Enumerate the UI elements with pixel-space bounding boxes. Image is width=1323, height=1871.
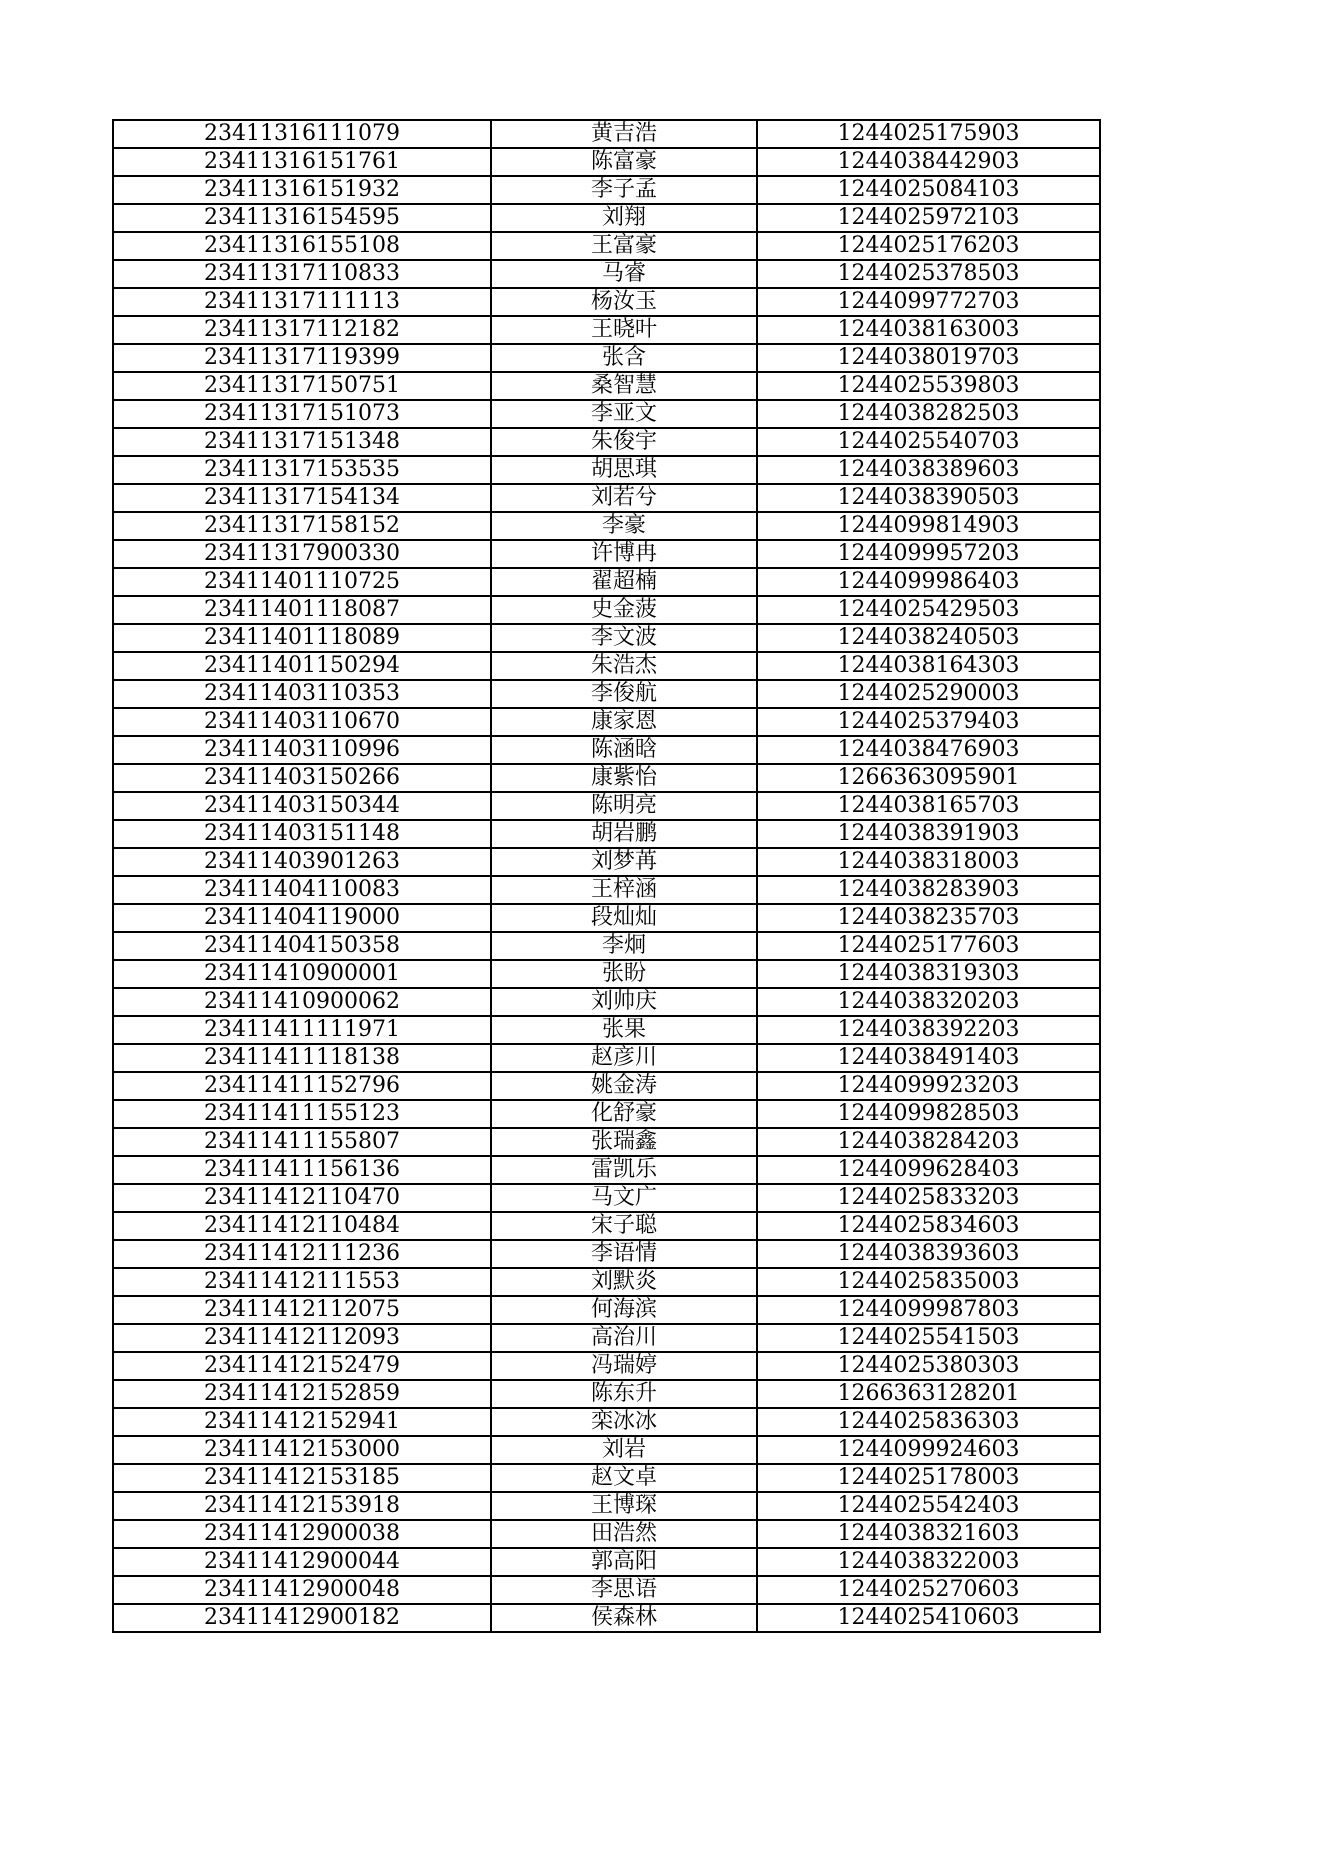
table-row — [113, 1268, 1100, 1296]
exam-number-cell: 23411411155123 — [113, 1100, 491, 1128]
certificate-number-cell: 1244038392203 — [757, 1016, 1100, 1044]
name-cell: 王梓涵 — [491, 876, 757, 904]
exam-number-cell: 23411403151148 — [113, 820, 491, 848]
exam-number-cell: 23411317119399 — [113, 344, 491, 372]
exam-number-cell: 23411403110353 — [113, 680, 491, 708]
certificate-number-cell: 1244038240503 — [757, 624, 1100, 652]
exam-number-cell: 23411317158152 — [113, 512, 491, 540]
name-cell: 李思语 — [491, 1576, 757, 1604]
exam-number-cell: 23411317150751 — [113, 372, 491, 400]
name-cell: 侯森林 — [491, 1604, 757, 1632]
exam-number-cell: 23411317153535 — [113, 456, 491, 484]
certificate-number-cell: 1244038235703 — [757, 904, 1100, 932]
exam-number-cell: 23411401118087 — [113, 596, 491, 624]
table-row — [113, 1576, 1100, 1604]
exam-number-cell: 23411401150294 — [113, 652, 491, 680]
exam-number-cell: 23411412152859 — [113, 1380, 491, 1408]
certificate-number-cell: 1244038322003 — [757, 1548, 1100, 1576]
certificate-number-cell: 1244038393603 — [757, 1240, 1100, 1268]
table-row — [113, 988, 1100, 1016]
certificate-number-cell: 1244025176203 — [757, 232, 1100, 260]
certificate-number-cell: 1244038284203 — [757, 1128, 1100, 1156]
certificate-number-cell: 1244099924603 — [757, 1436, 1100, 1464]
table-row — [113, 820, 1100, 848]
table-row — [113, 1604, 1100, 1632]
name-cell: 刘梦苒 — [491, 848, 757, 876]
certificate-number-cell: 1244025972103 — [757, 204, 1100, 232]
name-cell: 康家恩 — [491, 708, 757, 736]
name-cell: 桑智慧 — [491, 372, 757, 400]
table-row — [113, 1240, 1100, 1268]
table-row — [113, 316, 1100, 344]
certificate-number-cell: 1244038442903 — [757, 148, 1100, 176]
certificate-number-cell: 1244025410603 — [757, 1604, 1100, 1632]
certificate-number-cell: 1244099986403 — [757, 568, 1100, 596]
exam-number-cell: 23411317151348 — [113, 428, 491, 456]
table-row — [113, 120, 1100, 148]
certificate-number-cell: 1244038318003 — [757, 848, 1100, 876]
table-row — [113, 596, 1100, 624]
name-cell: 栾冰冰 — [491, 1408, 757, 1436]
name-cell: 陈东升 — [491, 1380, 757, 1408]
certificate-number-cell: 1244038390503 — [757, 484, 1100, 512]
name-cell: 李亚文 — [491, 400, 757, 428]
table-row — [113, 148, 1100, 176]
exam-number-cell: 23411317154134 — [113, 484, 491, 512]
exam-number-cell: 23411403901263 — [113, 848, 491, 876]
exam-number-cell: 23411412110470 — [113, 1184, 491, 1212]
table-row — [113, 484, 1100, 512]
certificate-number-cell: 1244025429503 — [757, 596, 1100, 624]
certificate-number-cell: 1244099957203 — [757, 540, 1100, 568]
certificate-number-cell: 1244038165703 — [757, 792, 1100, 820]
name-cell: 李语情 — [491, 1240, 757, 1268]
exam-number-cell: 23411411155807 — [113, 1128, 491, 1156]
exam-number-cell: 23411403110670 — [113, 708, 491, 736]
certificate-number-cell: 1266363095901 — [757, 764, 1100, 792]
exam-number-cell: 23411412110484 — [113, 1212, 491, 1240]
name-cell: 段灿灿 — [491, 904, 757, 932]
table-row — [113, 1128, 1100, 1156]
exam-number-cell: 23411403150266 — [113, 764, 491, 792]
table-row — [113, 372, 1100, 400]
exam-number-cell: 23411404150358 — [113, 932, 491, 960]
table-body — [113, 120, 1100, 1632]
table-row — [113, 260, 1100, 288]
table-row — [113, 456, 1100, 484]
table-row — [113, 1324, 1100, 1352]
exam-number-cell: 23411316111079 — [113, 120, 491, 148]
table-row — [113, 1492, 1100, 1520]
exam-number-cell: 23411412153185 — [113, 1464, 491, 1492]
certificate-number-cell: 1244099828503 — [757, 1100, 1100, 1128]
exam-number-cell: 23411317900330 — [113, 540, 491, 568]
table-row — [113, 736, 1100, 764]
certificate-number-cell: 1244025541503 — [757, 1324, 1100, 1352]
table-row — [113, 764, 1100, 792]
exam-number-cell: 23411317151073 — [113, 400, 491, 428]
name-cell: 宋子聪 — [491, 1212, 757, 1240]
name-cell: 张盼 — [491, 960, 757, 988]
exam-number-cell: 23411404110083 — [113, 876, 491, 904]
name-cell: 张果 — [491, 1016, 757, 1044]
table-row — [113, 932, 1100, 960]
table-row — [113, 288, 1100, 316]
name-cell: 赵文卓 — [491, 1464, 757, 1492]
name-cell: 李文波 — [491, 624, 757, 652]
certificate-number-cell: 1244038476903 — [757, 736, 1100, 764]
table-row — [113, 1212, 1100, 1240]
certificate-number-cell: 1244038491403 — [757, 1044, 1100, 1072]
exam-number-cell: 23411412900182 — [113, 1604, 491, 1632]
table-row — [113, 960, 1100, 988]
certificate-number-cell: 1244038321603 — [757, 1520, 1100, 1548]
certificate-number-cell: 1244025290003 — [757, 680, 1100, 708]
name-cell: 张瑞鑫 — [491, 1128, 757, 1156]
certificate-number-cell: 1244038320203 — [757, 988, 1100, 1016]
exam-number-cell: 23411410900001 — [113, 960, 491, 988]
name-cell: 李俊航 — [491, 680, 757, 708]
certificate-number-cell: 1244025380303 — [757, 1352, 1100, 1380]
exam-number-cell: 23411403110996 — [113, 736, 491, 764]
table-row — [113, 1296, 1100, 1324]
table-row — [113, 400, 1100, 428]
table-row — [113, 904, 1100, 932]
table-row — [113, 1520, 1100, 1548]
table-row — [113, 680, 1100, 708]
name-cell: 王富豪 — [491, 232, 757, 260]
exam-number-cell: 23411412152479 — [113, 1352, 491, 1380]
table-row — [113, 1352, 1100, 1380]
table-row — [113, 1044, 1100, 1072]
name-cell: 胡思琪 — [491, 456, 757, 484]
table-row — [113, 876, 1100, 904]
table-row — [113, 176, 1100, 204]
name-cell: 马睿 — [491, 260, 757, 288]
exam-number-cell: 23411316151932 — [113, 176, 491, 204]
exam-number-cell: 23411411156136 — [113, 1156, 491, 1184]
certificate-number-cell: 1244025084103 — [757, 176, 1100, 204]
certificate-number-cell: 1244025178003 — [757, 1464, 1100, 1492]
certificate-number-cell: 1266363128201 — [757, 1380, 1100, 1408]
certificate-number-cell: 1244038283903 — [757, 876, 1100, 904]
exam-number-cell: 23411412153000 — [113, 1436, 491, 1464]
table-row — [113, 1100, 1100, 1128]
exam-number-cell: 23411316155108 — [113, 232, 491, 260]
table-row — [113, 1016, 1100, 1044]
name-cell: 冯瑞婷 — [491, 1352, 757, 1380]
certificate-number-cell: 1244038163003 — [757, 316, 1100, 344]
certificate-number-cell: 1244025542403 — [757, 1492, 1100, 1520]
exam-number-cell: 23411316154595 — [113, 204, 491, 232]
name-cell: 李豪 — [491, 512, 757, 540]
certificate-number-cell: 1244038389603 — [757, 456, 1100, 484]
exam-number-cell: 23411412152941 — [113, 1408, 491, 1436]
name-cell: 胡岩鹏 — [491, 820, 757, 848]
exam-number-cell: 23411412900048 — [113, 1576, 491, 1604]
exam-number-cell: 23411317110833 — [113, 260, 491, 288]
table-row — [113, 1156, 1100, 1184]
name-cell: 杨汝玉 — [491, 288, 757, 316]
table-row — [113, 708, 1100, 736]
name-cell: 刘岩 — [491, 1436, 757, 1464]
exam-number-cell: 23411401110725 — [113, 568, 491, 596]
exam-number-cell: 23411404119000 — [113, 904, 491, 932]
name-cell: 张含 — [491, 344, 757, 372]
exam-number-cell: 23411411118138 — [113, 1044, 491, 1072]
certificate-number-cell: 1244025540703 — [757, 428, 1100, 456]
exam-number-cell: 23411411111971 — [113, 1016, 491, 1044]
table-row — [113, 232, 1100, 260]
exam-number-cell: 23411317112182 — [113, 316, 491, 344]
exam-number-cell: 23411412900044 — [113, 1548, 491, 1576]
table-row — [113, 624, 1100, 652]
exam-number-cell: 23411412111553 — [113, 1268, 491, 1296]
table-row — [113, 344, 1100, 372]
name-cell: 陈富豪 — [491, 148, 757, 176]
certificate-number-cell: 1244038391903 — [757, 820, 1100, 848]
name-cell: 郭高阳 — [491, 1548, 757, 1576]
name-cell: 高治川 — [491, 1324, 757, 1352]
table-row — [113, 1184, 1100, 1212]
name-cell: 刘翔 — [491, 204, 757, 232]
certificate-number-cell: 1244025836303 — [757, 1408, 1100, 1436]
certificate-number-cell: 1244038164303 — [757, 652, 1100, 680]
certificate-number-cell: 1244099772703 — [757, 288, 1100, 316]
exam-number-cell: 23411412900038 — [113, 1520, 491, 1548]
exam-number-cell: 23411412111236 — [113, 1240, 491, 1268]
certificate-number-cell: 1244038282503 — [757, 400, 1100, 428]
name-cell: 李炯 — [491, 932, 757, 960]
name-cell: 姚金涛 — [491, 1072, 757, 1100]
exam-number-cell: 23411412153918 — [113, 1492, 491, 1520]
name-cell: 何海滨 — [491, 1296, 757, 1324]
exam-number-cell: 23411411152796 — [113, 1072, 491, 1100]
table-row — [113, 568, 1100, 596]
name-cell: 化舒豪 — [491, 1100, 757, 1128]
name-cell: 雷凯乐 — [491, 1156, 757, 1184]
data-table — [112, 119, 1101, 1633]
name-cell: 王博琛 — [491, 1492, 757, 1520]
name-cell: 陈涵晗 — [491, 736, 757, 764]
name-cell: 刘默炎 — [491, 1268, 757, 1296]
name-cell: 田浩然 — [491, 1520, 757, 1548]
table-row — [113, 1464, 1100, 1492]
name-cell: 赵彦川 — [491, 1044, 757, 1072]
certificate-number-cell: 1244099814903 — [757, 512, 1100, 540]
name-cell: 李子孟 — [491, 176, 757, 204]
name-cell: 朱浩杰 — [491, 652, 757, 680]
certificate-number-cell: 1244025834603 — [757, 1212, 1100, 1240]
certificate-number-cell: 1244025270603 — [757, 1576, 1100, 1604]
exam-number-cell: 23411317111113 — [113, 288, 491, 316]
name-cell: 朱俊宇 — [491, 428, 757, 456]
name-cell: 刘若兮 — [491, 484, 757, 512]
name-cell: 刘帅庆 — [491, 988, 757, 1016]
certificate-number-cell: 1244025378503 — [757, 260, 1100, 288]
name-cell: 黄吉浩 — [491, 120, 757, 148]
certificate-number-cell: 1244099987803 — [757, 1296, 1100, 1324]
table-row — [113, 652, 1100, 680]
certificate-number-cell: 1244025835003 — [757, 1268, 1100, 1296]
exam-number-cell: 23411412112093 — [113, 1324, 491, 1352]
table-row — [113, 848, 1100, 876]
certificate-number-cell: 1244099628403 — [757, 1156, 1100, 1184]
name-cell: 史金菠 — [491, 596, 757, 624]
table-row — [113, 1380, 1100, 1408]
table-row — [113, 1436, 1100, 1464]
certificate-number-cell: 1244025177603 — [757, 932, 1100, 960]
table-row — [113, 1548, 1100, 1576]
exam-number-cell: 23411403150344 — [113, 792, 491, 820]
name-cell: 翟超楠 — [491, 568, 757, 596]
exam-number-cell: 23411412112075 — [113, 1296, 491, 1324]
certificate-number-cell: 1244025833203 — [757, 1184, 1100, 1212]
certificate-number-cell: 1244025379403 — [757, 708, 1100, 736]
name-cell: 王晓叶 — [491, 316, 757, 344]
exam-number-cell: 23411316151761 — [113, 148, 491, 176]
exam-number-cell: 23411401118089 — [113, 624, 491, 652]
certificate-number-cell: 1244038319303 — [757, 960, 1100, 988]
table-row — [113, 1072, 1100, 1100]
table-row — [113, 540, 1100, 568]
exam-number-cell: 23411410900062 — [113, 988, 491, 1016]
name-cell: 许博冉 — [491, 540, 757, 568]
certificate-number-cell: 1244025539803 — [757, 372, 1100, 400]
table-row — [113, 1408, 1100, 1436]
table-row — [113, 512, 1100, 540]
table-row — [113, 792, 1100, 820]
certificate-number-cell: 1244038019703 — [757, 344, 1100, 372]
table-row — [113, 204, 1100, 232]
certificate-number-cell: 1244099923203 — [757, 1072, 1100, 1100]
table-row — [113, 428, 1100, 456]
certificate-number-cell: 1244025175903 — [757, 120, 1100, 148]
name-cell: 马文广 — [491, 1184, 757, 1212]
name-cell: 陈明亮 — [491, 792, 757, 820]
name-cell: 康紫怡 — [491, 764, 757, 792]
